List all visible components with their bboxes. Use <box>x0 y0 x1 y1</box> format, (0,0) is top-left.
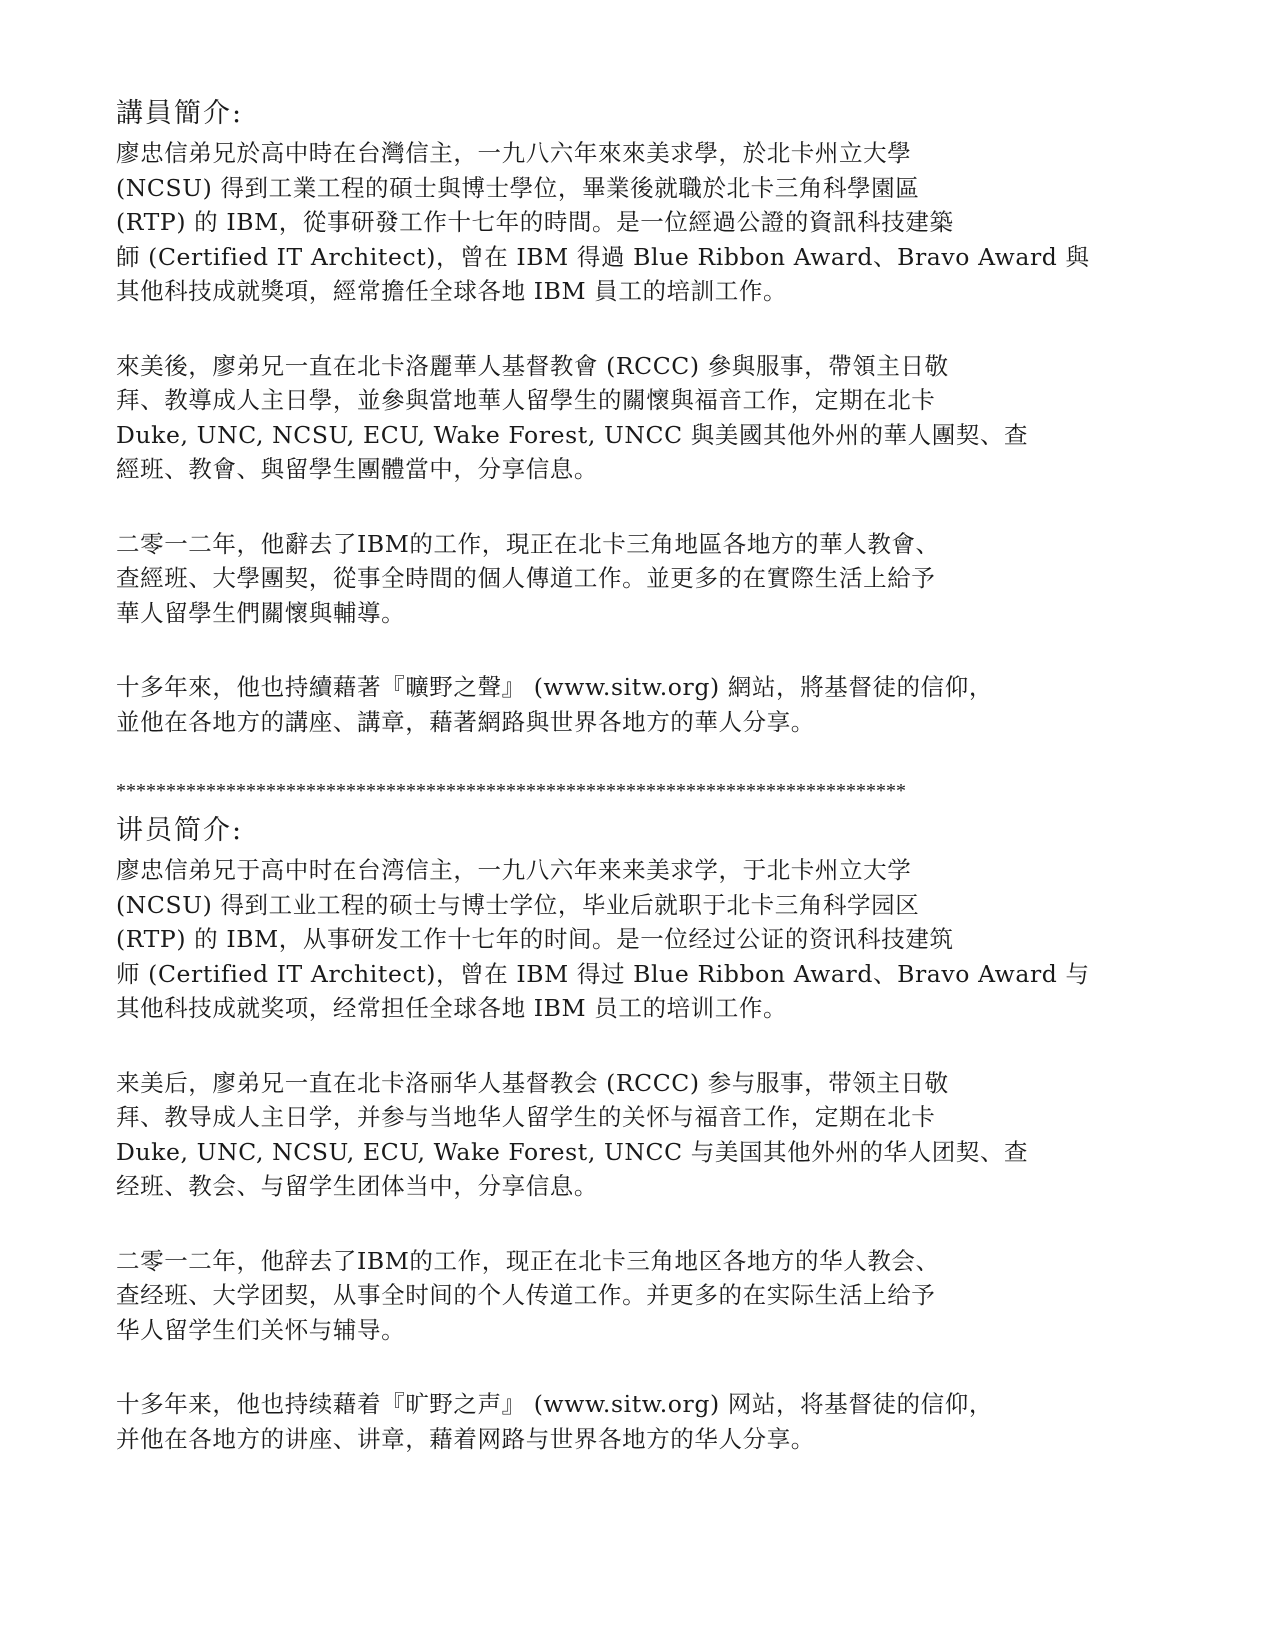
ministry-paragraph: 来美后，廖弟兄一直在北卡洛丽华人基督教会 (RCCC) 参与服事，带领主日敬 拜、教导成人主日学，并参与当地华人留学生的关怀与福音工作，定期在北卡 Duke, UNC, NCSU, ECU, Wake Forest, UNCC 与美国其他外州的华人团契、查 经班、教会、与留学生团体当中，分享信息。 <box>116 1068 1029 1200</box>
website-paragraph: 十多年来，他也持续藉着『旷野之声』 (www.sitw.org) 网站，将基督徒的信仰， 并他在各地方的讲座、讲章，藉着网路与世界各地方的华人分享。 <box>116 1390 993 1453</box>
simplified-section <box>116 809 1116 1456</box>
bio-paragraph: 廖忠信弟兄於高中時在台灣信主，一九八六年來來美求學，於北卡州立大學 (NCSU) 得到工業工程的碩士與博士學位，畢業後就職於北卡三角科學園區 (RTP) 的 IBM，從事研發工作十七年的時間。是一位經過公證的資訊科技建築 師 (Certified IT Architect)，曾在 IBM 得過 Blue Ribbon Award、Bravo Award 與 其他科技成就獎項，經常擔任全球各地 IBM 員工的培訓工作。 <box>116 139 1090 305</box>
career-paragraph: 二零一二年，他辭去了IBM的工作，現正在北卡三角地區各地方的華人教會、 查經班、大學團契，從事全時間的個人傳道工作。並更多的在實際生活上給予 華人留學生們關懷與輔導。 <box>116 529 940 627</box>
ministry-paragraph: 來美後，廖弟兄一直在北卡洛麗華人基督教會 (RCCC) 參與服事，帶領主日敬 拜、教導成人主日學，並參與當地華人留學生的關懷與福音工作，定期在北卡 Duke, UNC, NCSU, ECU, Wake Forest, UNCC 與美國其他外州的華人團契、查 經班、教會、與留學生團體當中，分享信息。 <box>116 351 1029 483</box>
section-heading: 讲员简介: <box>116 815 244 846</box>
website-paragraph: 十多年來，他也持續藉著『曠野之聲』 (www.sitw.org) 網站，將基督徒的信仰， 並他在各地方的講座、講章，藉著網路與世界各地方的華人分享。 <box>116 673 993 736</box>
asterisk-divider: ******************************************************************************* <box>116 780 906 802</box>
document-page <box>116 92 1116 1456</box>
bio-paragraph: 廖忠信弟兄于高中时在台湾信主，一九八六年来来美求学，于北卡州立大学 (NCSU) 得到工业工程的硕士与博士学位，毕业后就职于北卡三角科学园区 (RTP) 的 IBM，从事研发工作十七年的时间。是一位经过公证的资讯科技建筑 师 (Certified IT Architect)，曾在 IBM 得过 Blue Ribbon Award、Bravo Award 与 其他科技成就奖项，经常担任全球各地 IBM 员工的培训工作。 <box>116 856 1090 1022</box>
traditional-section <box>116 92 1116 739</box>
career-paragraph: 二零一二年，他辞去了IBM的工作，现正在北卡三角地区各地方的华人教会、 查经班、大学团契，从事全时间的个人传道工作。并更多的在实际生活上给予 华人留学生们关怀与辅导。 <box>116 1246 940 1344</box>
section-heading: 講員簡介: <box>116 98 244 129</box>
